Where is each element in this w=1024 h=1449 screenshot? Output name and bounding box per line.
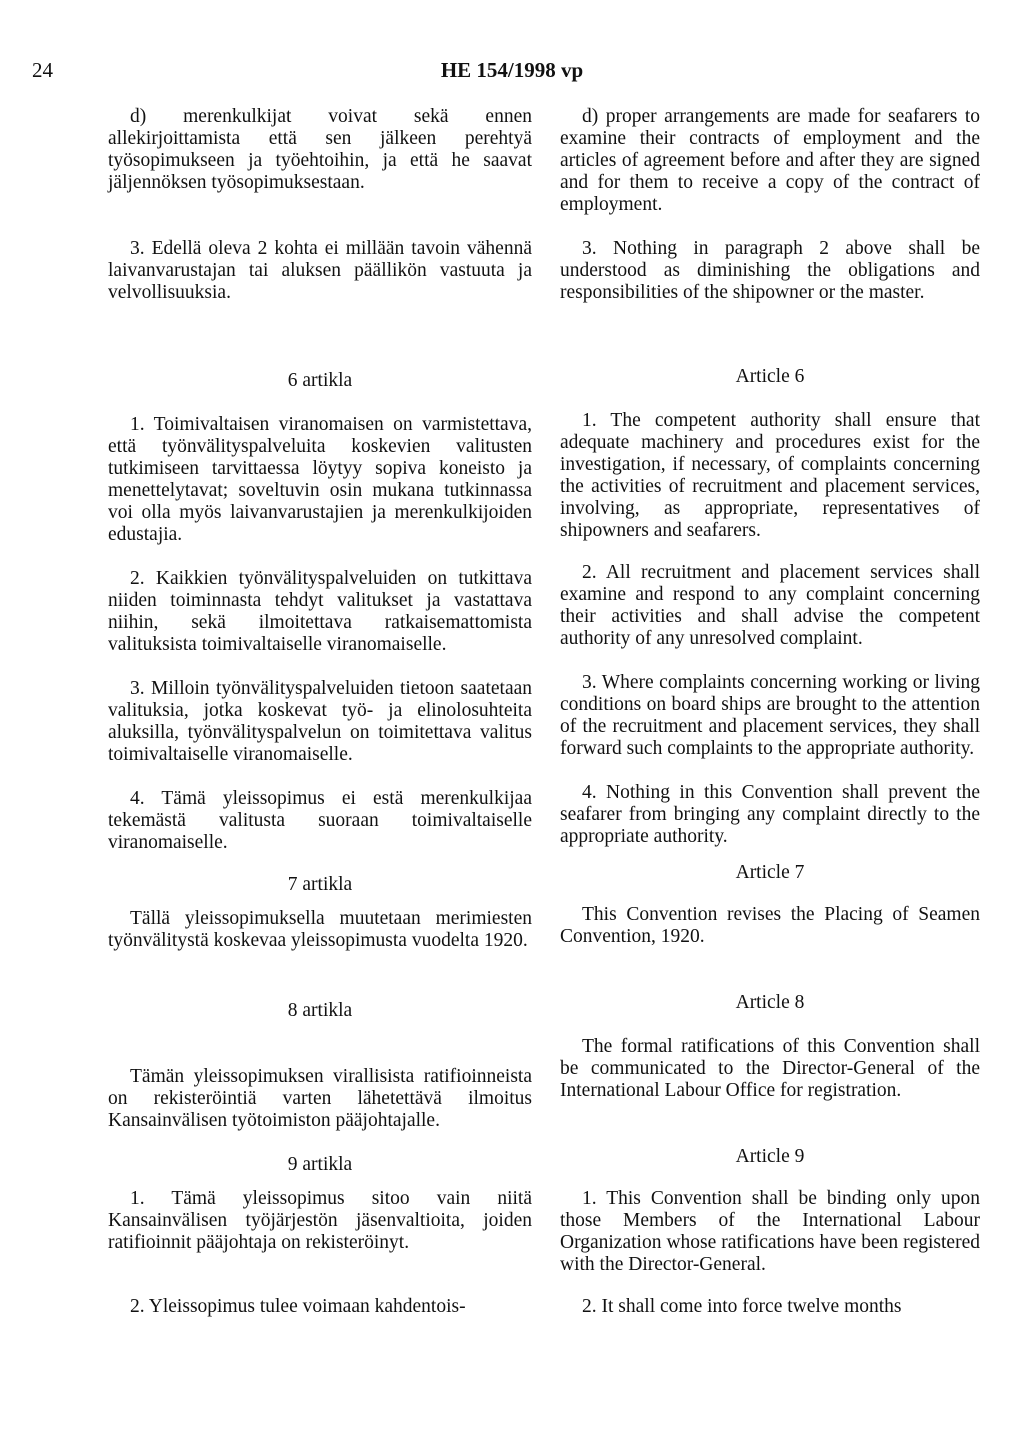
fi-article-9-p1-text: 1. Tämä yleissopimus sitoo vain niitä Kansainvälisen työjärjestön jäsenvaltioita, joiden ratifioinnit pääjohtaja on rekisteröinyt. [108, 1188, 532, 1253]
fi-article-9-p2-text: 2. Yleissopimus tulee voimaan kahdentois- [130, 1296, 466, 1317]
fi-article-6-p4-text: 4. Tämä yleissopimus ei estä merenkulkijaa tekemästä valitusta suoraan toimivaltaiselle viranomaiselle. [108, 788, 532, 853]
en-paragraph-3 [560, 238, 980, 304]
en-article-9-heading [560, 1146, 980, 1168]
fi-article-7-p1-text: Tällä yleissopimuksella muutetaan merimiesten työnvälitystä koskevaa yleissopimusta vuodelta 1920. [108, 908, 532, 951]
fi-article-6-p2-text: 2. Kaikkien työnvälityspalveluiden on tutkittava niiden toiminnasta tehdyt valitukset ja vastattava niihin, sekä ilmoitettava ratkaisemattomista valituksista toimivaltaiselle viranomaiselle. [108, 568, 532, 655]
fi-article-8-heading-text: 8 artikla [287, 1000, 353, 1021]
en-article-6-p2 [560, 562, 980, 650]
en-article-6-heading [560, 366, 980, 388]
document-reference: HE 154/1998 vp [440, 58, 584, 82]
fi-article-6-heading-text: 6 artikla [287, 370, 353, 391]
fi-article-6-p2 [108, 568, 532, 656]
en-article-8-heading-text: Article 8 [735, 992, 805, 1013]
fi-article-6-heading [108, 370, 532, 392]
fi-article-8-heading [108, 1000, 532, 1022]
en-article-6-p2-text: 2. All recruitment and placement services shall examine and respond to any complaint concerning their activities and shall advise the competent authority of any unresolved complaint. [560, 562, 980, 649]
fi-paragraph-d-text: d) merenkulkijat voivat sekä ennen allekirjoittamista että sen jälkeen perehtyä työsopimukseen ja työehtoihin, ja että he saavat jäljennöksen työsopimuksestaan. [108, 106, 532, 193]
en-article-9-p1 [560, 1188, 980, 1276]
en-article-9-p2 [560, 1296, 980, 1318]
en-article-7-p1-text: This Convention revises the Placing of Seamen Convention, 1920. [560, 904, 980, 947]
en-article-9-p1-text: 1. This Convention shall be binding only upon those Members of the International Labour Organization whose ratifications have been registered with the Director-General. [560, 1188, 980, 1275]
en-paragraph-d [560, 106, 980, 216]
fi-article-7-p1 [108, 908, 532, 952]
fi-article-6-p3 [108, 678, 532, 766]
fi-article-6-p3-text: 3. Milloin työnvälityspalveluiden tietoon saatetaan valituksia, jotka koskevat työ- ja elinolosuhteita aluksilla, työnvälityspalvelun on toimitettava valitus toimivaltaiselle viranomaiselle. [108, 678, 532, 765]
en-article-6-p1-text: 1. The competent authority shall ensure that adequate machinery and procedures exist for the investigation, if necessary, of complaints concerning the activities of recruitment and placement services, involving, as appropriate, representatives of shipowners and seafarers. [560, 410, 980, 541]
fi-article-9-heading-text: 9 artikla [287, 1154, 353, 1175]
fi-article-9-p2 [108, 1296, 532, 1318]
en-article-8-p1-text: The formal ratifications of this Convention shall be communicated to the Director-General of the International Labour Office for registration. [560, 1036, 980, 1101]
en-article-6-p4-text: 4. Nothing in this Convention shall prevent the seafarer from bringing any complaint directly to the appropriate authority. [560, 782, 980, 847]
en-paragraph-3-text: 3. Nothing in paragraph 2 above shall be understood as diminishing the obligations and responsibilities of the shipowner or the master. [560, 238, 980, 303]
page-number: 24 [32, 58, 53, 82]
en-paragraph-d-text: d) proper arrangements are made for seafarers to examine their contracts of employment and the articles of agreement before and after they are signed and for them to receive a copy of the contract of employment. [560, 106, 980, 215]
en-article-6-heading-text: Article 6 [735, 366, 805, 387]
fi-article-6-p1-text: 1. Toimivaltaisen viranomaisen on varmistettava, että työnvälityspalveluita koskevien valitusten tutkimiseen tarvittaessa löytyy sopiva koneisto ja menettelytavat; soveltuvin osin mukana tutkinnassa voi olla myös laivanvarustajien ja merenkulkijoiden edustajia. [108, 414, 532, 545]
fi-article-9-p1 [108, 1188, 532, 1254]
fi-article-6-p4 [108, 788, 532, 854]
fi-paragraph-3-text: 3. Edellä oleva 2 kohta ei millään tavoin vähennä laivanvarustajan tai aluksen päällikön vastuuta ja velvollisuuksia. [108, 238, 532, 303]
fi-article-7-heading [108, 874, 532, 896]
fi-article-8-p1-text: Tämän yleissopimuksen virallisista ratifioinneista on rekisteröintiä varten lähetettävä ilmoitus Kansainvälisen työtoimiston pääjohtajalle. [108, 1066, 532, 1131]
en-article-6-p3 [560, 672, 980, 760]
fi-article-6-p1 [108, 414, 532, 546]
fi-paragraph-d [108, 106, 532, 194]
en-article-6-p3-text: 3. Where complaints concerning working or living conditions on board ships are brought to the attention of the recruitment and placement services, they shall forward such complaints to the appropriate authority. [560, 672, 980, 759]
page-header [0, 58, 1024, 88]
en-article-6-p1 [560, 410, 980, 542]
en-article-8-p1 [560, 1036, 980, 1102]
en-article-7-heading [560, 862, 980, 884]
fi-article-9-heading [108, 1154, 532, 1176]
fi-article-8-p1 [108, 1066, 532, 1132]
fi-paragraph-3 [108, 238, 532, 304]
en-article-6-p4 [560, 782, 980, 848]
en-article-9-p2-text: 2. It shall come into force twelve months [582, 1296, 902, 1317]
en-article-8-heading [560, 992, 980, 1014]
en-article-9-heading-text: Article 9 [735, 1146, 805, 1167]
fi-article-7-heading-text: 7 artikla [287, 874, 353, 895]
en-article-7-heading-text: Article 7 [735, 862, 805, 883]
en-article-7-p1 [560, 904, 980, 948]
